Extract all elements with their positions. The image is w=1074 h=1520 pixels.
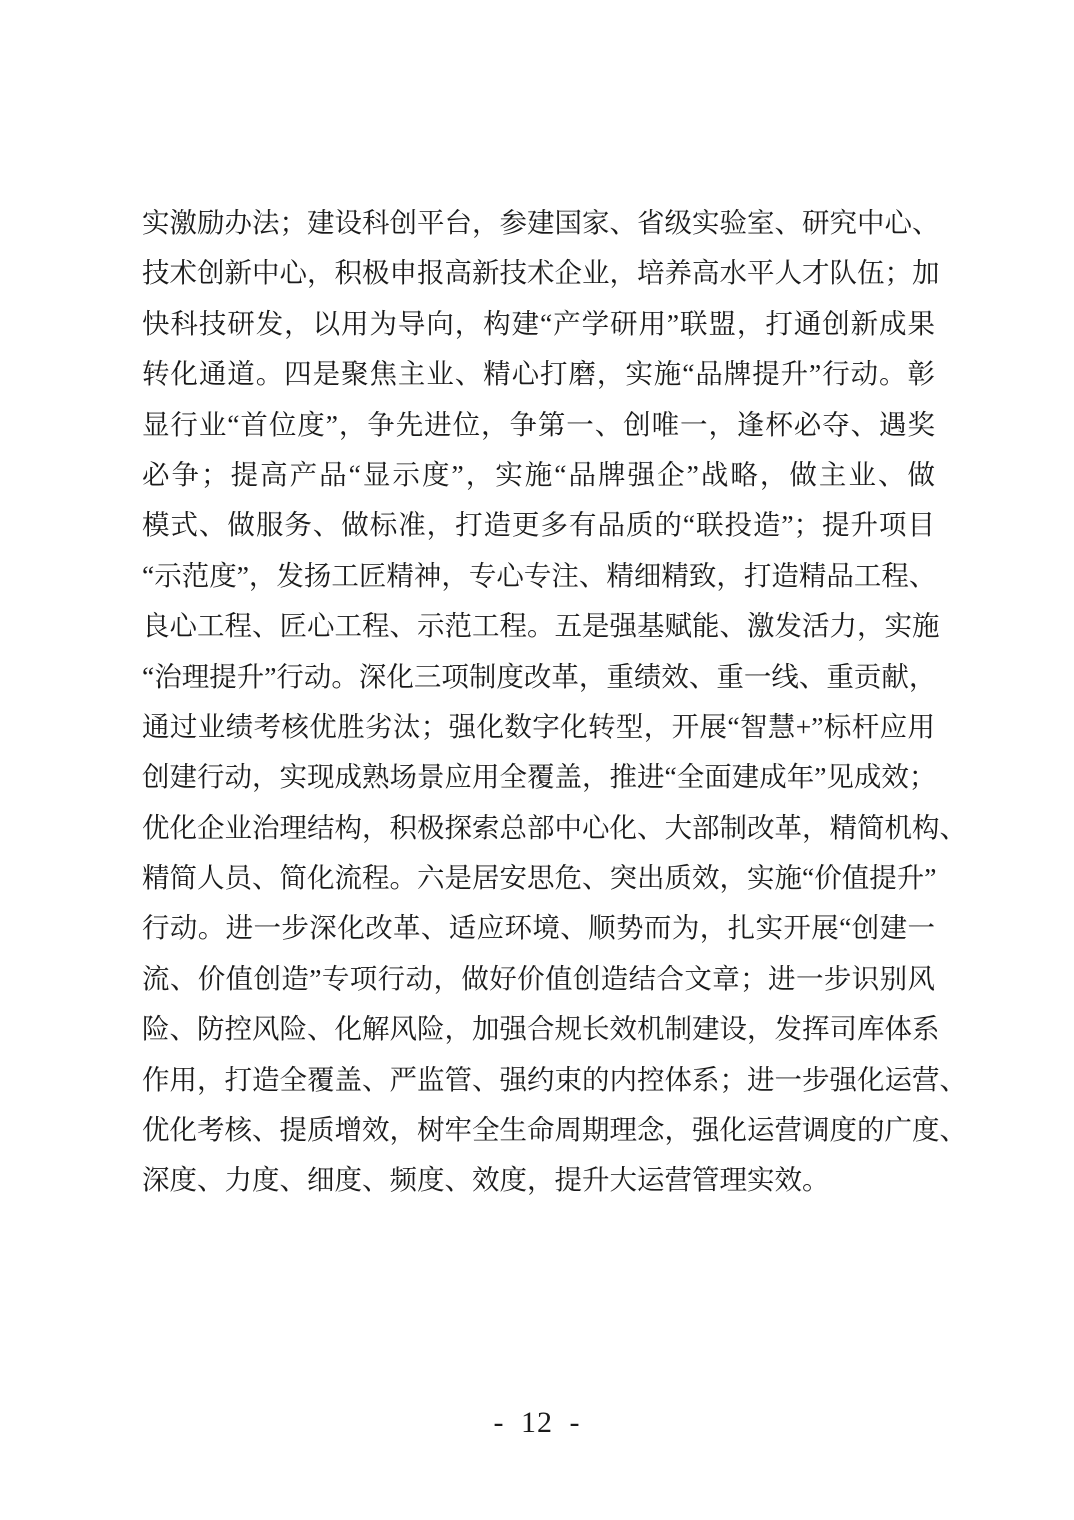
text-line: 通过业绩考核优胜劣汰；强化数字化转型，开展“智慧+”标杆应用 xyxy=(142,710,935,742)
text-line: 必争；提高产品“显示度”，实施“品牌强企”战略，做主业、做 xyxy=(142,458,935,490)
text-line: 快科技研发，以用为导向，构建“产学研用”联盟，打通创新成果 xyxy=(142,307,935,339)
text-line: 流、价值创造”专项行动，做好价值创造结合文章；进一步识别风 xyxy=(142,962,935,994)
text-line: 行动。进一步深化改革、适应环境、顺势而为，扎实开展“创建一 xyxy=(142,912,935,944)
text-line: 转化通道。四是聚焦主业、精心打磨，实施“品牌提升”行动。彰 xyxy=(142,358,935,390)
text-line: 技术创新中心，积极申报高新技术企业，培养高水平人才队伍；加 xyxy=(142,257,940,289)
body-text xyxy=(142,198,967,1206)
text-line: 优化考核、提质增效，树牢全生命周期理念，强化运营调度的广度、 xyxy=(142,1114,967,1146)
text-line: 显行业“首位度”，争先进位，争第一、创唯一，逢杯必夺、遇奖 xyxy=(142,408,935,440)
text-line: 作用，打造全覆盖、严监管、强约束的内控体系；进一步强化运营、 xyxy=(142,1063,967,1095)
text-line: “治理提升”行动。深化三项制度改革，重绩效、重一线、重贡献， xyxy=(142,660,937,692)
text-line: 深度、力度、细度、频度、效度，提升大运营管理实效。 xyxy=(142,1164,830,1196)
text-line: “示范度”，发扬工匠精神，专心专注、精细精致，打造精品工程、 xyxy=(142,559,937,591)
text-line: 良心工程、匠心工程、示范工程。五是强基赋能、激发活力，实施 xyxy=(142,610,940,642)
text-line: 险、防控风险、化解风险，加强合规长效机制建设，发挥司库体系 xyxy=(142,1013,940,1045)
text-line: 创建行动，实现成熟场景应用全覆盖，推进“全面建成年”见成效； xyxy=(142,761,937,793)
page-number: - 12 - xyxy=(493,1406,581,1439)
text-line: 优化企业治理结构，积极探索总部中心化、大部制改革，精简机构、 xyxy=(142,811,967,843)
text-line: 实激励办法；建设科创平台，参建国家、省级实验室、研究中心、 xyxy=(142,207,940,238)
text-line: 模式、做服务、做标准，打造更多有品质的“联投造”；提升项目 xyxy=(142,509,935,541)
text-line: 精简人员、简化流程。六是居安思危、突出质效，实施“价值提升” xyxy=(142,862,937,894)
